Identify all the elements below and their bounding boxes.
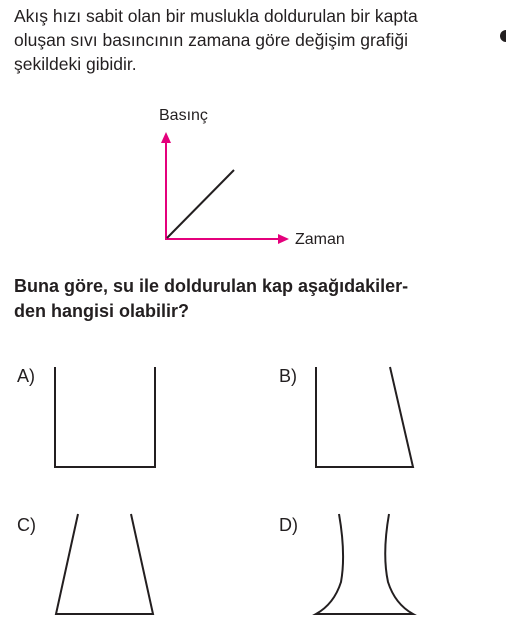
- option-c-label[interactable]: C): [17, 515, 36, 535]
- ask-line-2: den hangisi olabilir?: [14, 301, 190, 321]
- x-axis-arrowhead: [278, 234, 289, 244]
- ask-line-1: Buna göre, su ile doldurulan kap aşağıdakiler-: [14, 276, 409, 296]
- y-axis-label: Basınç: [159, 107, 208, 124]
- option-b-vessel-outline: [316, 367, 413, 467]
- stem-line-2: oluşan sıvı basıncının zamana göre değişim grafiği: [14, 30, 408, 50]
- option-d-vessel[interactable]: [310, 510, 420, 620]
- option-d-label[interactable]: D): [279, 515, 298, 535]
- pressure-time-graph: [150, 100, 370, 255]
- option-c-vessel[interactable]: [50, 510, 160, 620]
- option-b-vessel[interactable]: [310, 364, 420, 472]
- pressure-line: [167, 170, 234, 238]
- stem-line-3: şekildeki gibidir.: [14, 54, 137, 74]
- option-d-vessel-outline: [316, 514, 413, 614]
- x-axis-label: Zaman: [295, 231, 345, 248]
- question-ask: [14, 274, 408, 324]
- question-stem: [14, 4, 500, 76]
- option-c-vessel-outline: [56, 514, 153, 614]
- y-axis-arrowhead: [161, 132, 171, 143]
- stem-line-1: Akış hızı sabit olan bir muslukla doldurulan bir kapta: [14, 6, 418, 26]
- page-edge-mark: [500, 30, 506, 42]
- option-a-vessel-outline: [55, 367, 155, 467]
- option-a-vessel[interactable]: [50, 364, 160, 472]
- option-a-label[interactable]: A): [17, 366, 35, 386]
- option-b-label[interactable]: B): [279, 366, 297, 386]
